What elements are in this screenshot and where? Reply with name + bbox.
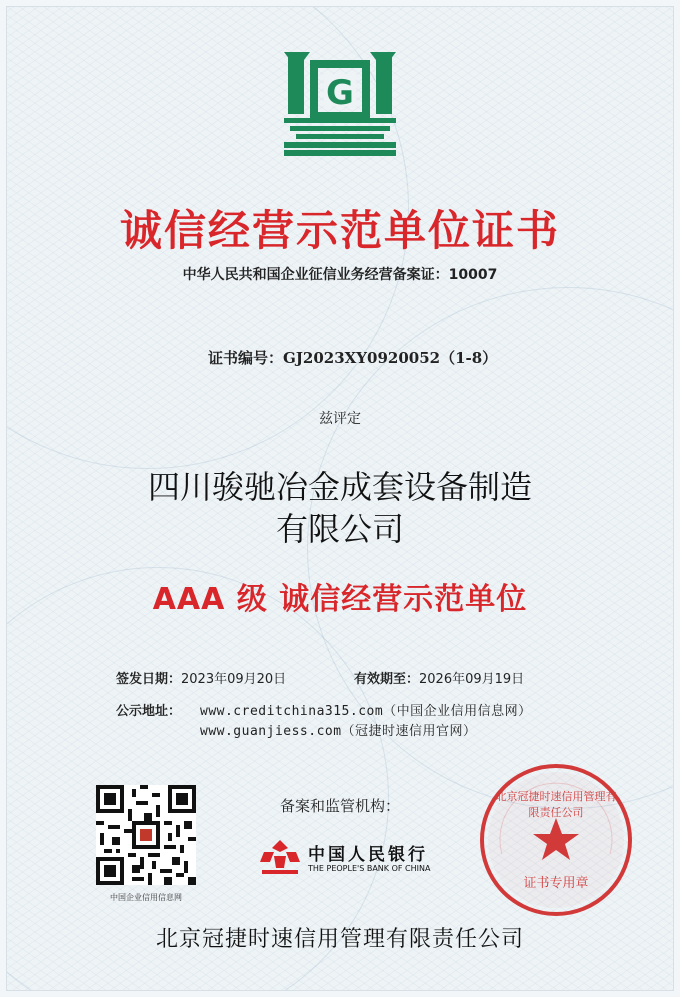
issuer-footer: 北京冠捷时速信用管理有限责任公司 (155, 927, 524, 952)
pboc-emblem-icon (258, 838, 302, 878)
regulator-label: 备案和监管机构： (279, 797, 400, 815)
certificate-title: 诚信经营示范单位证书 (119, 206, 560, 255)
public-address-label: 公示地址： (116, 704, 182, 719)
public-address (116, 702, 532, 742)
public-url-1: www.creditchina315.com（中国企业信用信息网） (200, 704, 532, 719)
seal-text-layer (478, 762, 634, 918)
registration-number: 中华人民共和国企业征信业务经营备案证：10007 (182, 267, 498, 283)
regulator-name-en: THE PEOPLE'S BANK OF CHINA (308, 864, 431, 873)
company-name-line2: 有限公司 (275, 510, 404, 548)
issue-date-label: 签发日期： (116, 672, 182, 687)
issue-date (116, 668, 286, 687)
company-name-line1: 四川骏驰冶金成套设备制造 (147, 468, 532, 506)
valid-until-value: 2026年09月19日 (419, 672, 525, 687)
valid-until (354, 668, 524, 687)
issue-date-value: 2023年09月20日 (181, 672, 287, 687)
pboc-logo (258, 838, 438, 880)
company-name (0, 466, 680, 550)
seal-caption: 证书专用章 (523, 876, 589, 891)
certificate-number-label: 证书编号： (208, 349, 284, 367)
certificate-number-value: GJ2023XY0920052（1-8） (283, 349, 498, 367)
rated-text: 兹评定 (319, 411, 361, 427)
regulator-name-cn: 中国人民银行 (308, 845, 428, 865)
certificate-number (208, 347, 497, 368)
valid-until-label: 有效期至： (354, 672, 420, 687)
qr-caption: 中国企业信用信息网 (110, 893, 182, 902)
award-title: AAA 级 诚信经营示范单位 (152, 582, 528, 617)
seal-text: 北京冠捷时速信用管理有限责任公司 (495, 790, 617, 819)
public-url-2: www.guanjiess.com（冠捷时速信用官网） (200, 724, 477, 739)
gj-logo-icon (284, 46, 396, 158)
svg-text:G: G (326, 73, 354, 113)
